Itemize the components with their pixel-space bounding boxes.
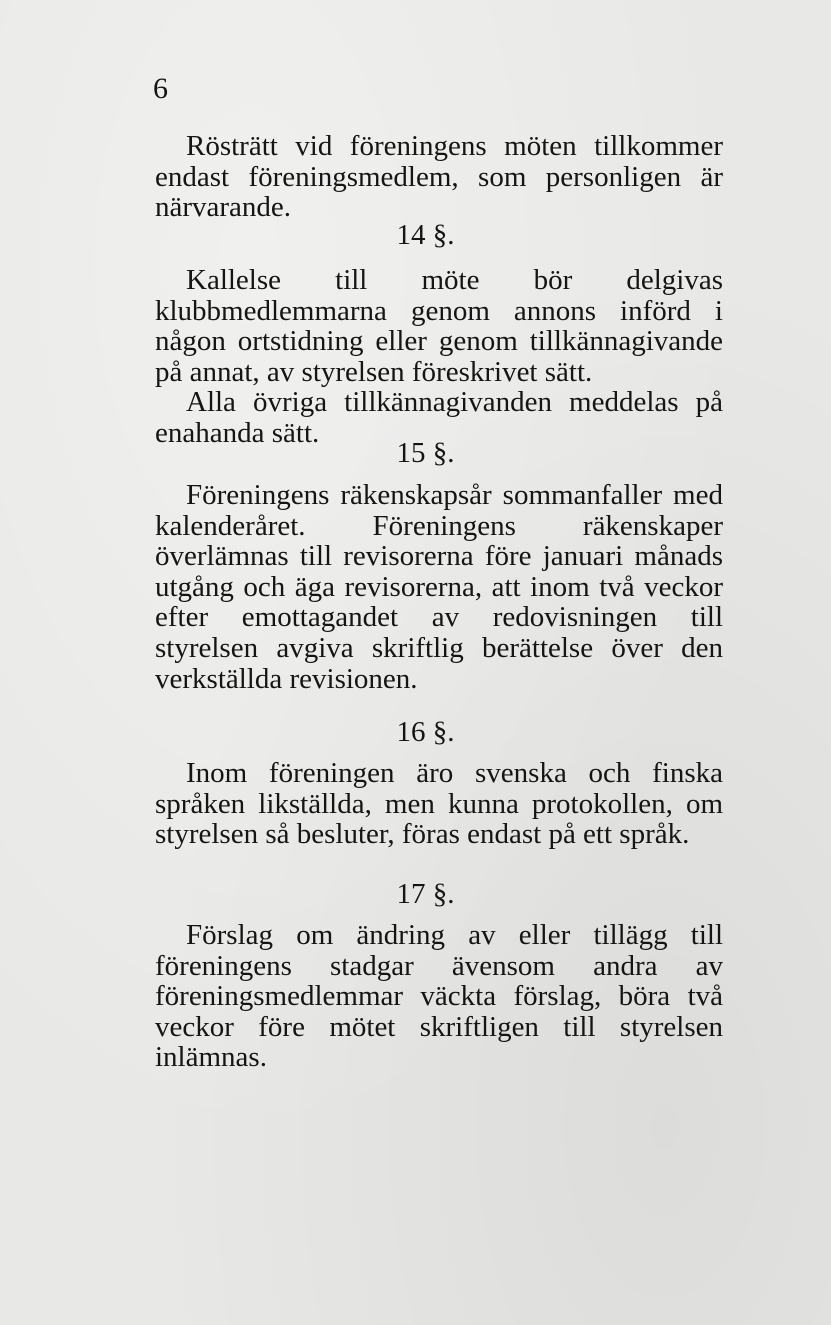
section-15-body bbox=[155, 480, 723, 694]
section-heading-14: 14 §. bbox=[396, 219, 455, 251]
paragraph-amendments: Förslag om ändring av eller tillägg till föreningens stadgar ävensom andra av föreningsmedlemmar väckta förslag, böra två veckor före mötet skriftligen till styrelsen inlämnas. bbox=[155, 919, 723, 1074]
paragraph-text: Rösträtt vid föreningens möten tillkommer endast föreningsmedlem, som personligen är närvarande. bbox=[155, 130, 723, 224]
section-heading-16: 16 §. bbox=[396, 716, 455, 748]
paragraph-languages: Inom föreningen äro svenska och finska språken likställda, men kunna protokollen, om styrelsen så besluter, föras endast på ett språk. bbox=[155, 757, 723, 851]
section-heading-17: 17 §. bbox=[396, 878, 455, 910]
page-number: 6 bbox=[153, 72, 168, 105]
section-14-body bbox=[155, 265, 723, 449]
section-16-body bbox=[155, 758, 723, 850]
paragraph-voting-rights bbox=[155, 131, 723, 223]
section-heading-15: 15 §. bbox=[396, 437, 455, 469]
paragraph-fiscal-year: Föreningens räkenskapsår sommanfaller med kalenderåret. Föreningens räkenskaper överlämnas till revisorerna före januari månads utgång och äga revisorerna, att inom två veckor efter emottagandet av redovisningen till styrelsen avgiva skriftlig berättelse över den verkställda revisionen. bbox=[155, 479, 723, 695]
paragraph-other-announcements: Alla övriga tillkännagivanden meddelas på enahanda sätt. bbox=[155, 386, 723, 449]
paragraph-meeting-notice: Kallelse till möte bör delgivas klubbmedlemmarna genom annons införd i någon ortstidning eller genom tillkännagivande på annat, av styrelsen föreskrivet sätt. bbox=[155, 264, 723, 388]
section-17-body bbox=[155, 920, 723, 1073]
